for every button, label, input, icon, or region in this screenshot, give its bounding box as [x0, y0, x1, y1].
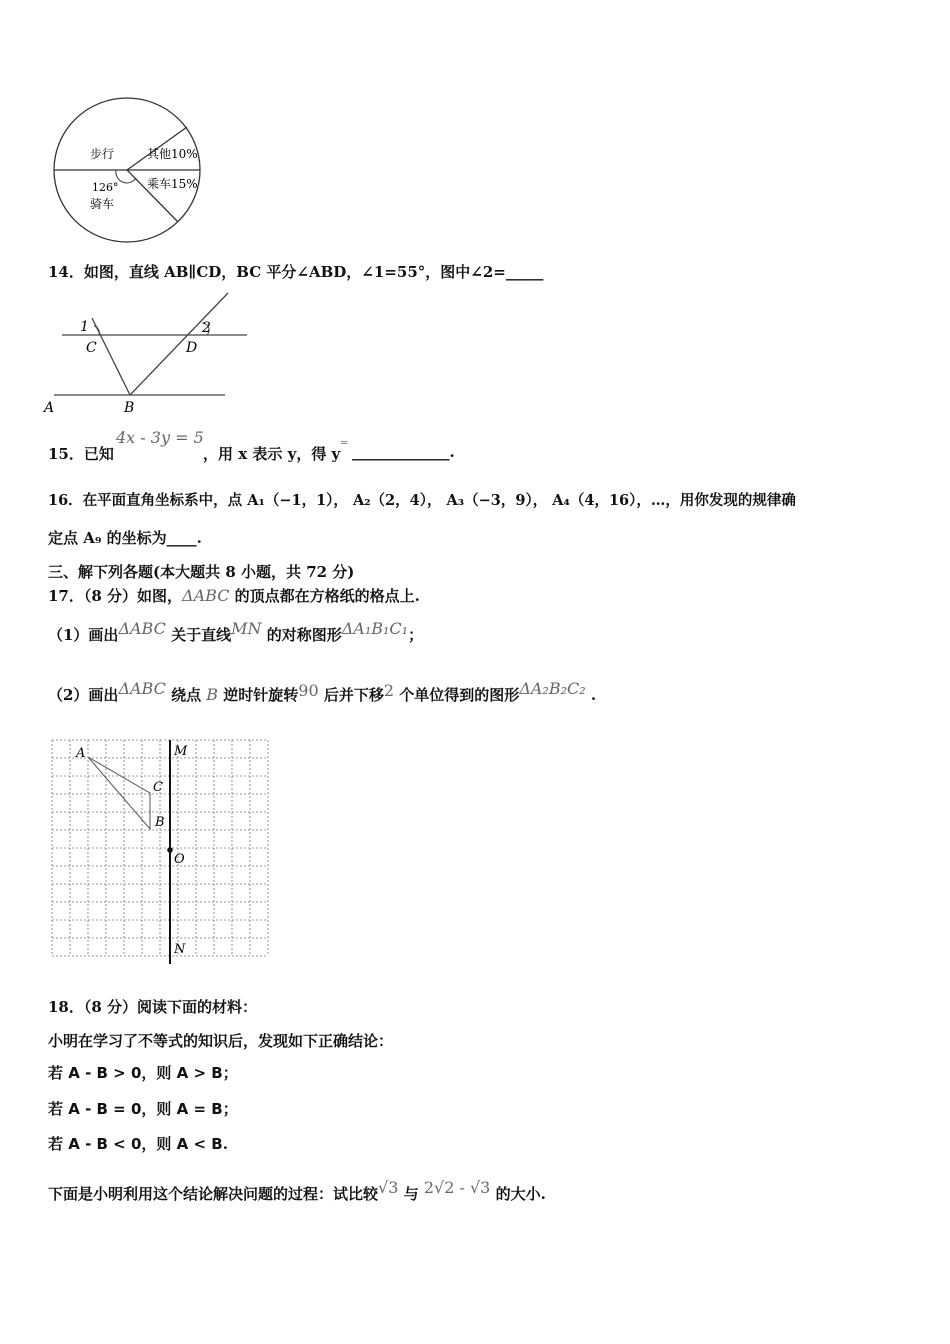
q17-p2-units: 2 [383, 681, 395, 700]
q18-r2-mid: ，则 [141, 1100, 177, 1118]
point-o [167, 847, 173, 853]
q17-p2-triangle: ΔABC [118, 679, 166, 698]
q18-r1-condition: A - B > 0 [68, 1064, 142, 1082]
pie-label-angle: 126° [92, 181, 119, 194]
grid-label-n: N [174, 942, 186, 957]
q18-r1-mid: ，则 [141, 1064, 177, 1082]
q17-p1-end: ； [408, 626, 424, 644]
q18-lead: 小明在学习了不等式的知识后，发现如下正确结论： [48, 1032, 394, 1050]
q17-p2-text-around: 绕点 [165, 686, 207, 704]
q17-p1-text-figure: 的对称图形 [261, 626, 342, 644]
question-18-title: 18．（8 分）阅读下面的材料： [48, 998, 258, 1016]
q17-p2-prefix: （2）画出 [48, 686, 119, 704]
q17-p1-result: ΔA₁B₁C₁ [341, 619, 409, 638]
q17-p2-result: ΔA₂B₂C₂ [519, 679, 586, 698]
question-17-part-2 [48, 679, 597, 705]
q17-p2-degrees: 90 [298, 681, 319, 700]
q18-final-line [48, 1178, 546, 1204]
q18-sqrt3: √3 [378, 1178, 399, 1197]
question-17-intro [48, 585, 420, 606]
question-15-number: 15．已知 [48, 445, 114, 463]
q17-intro-rest: 的顶点都在方格纸的格点上. [229, 587, 420, 605]
q18-r1-pre: 若 [48, 1064, 69, 1082]
q18-r2-end: ； [222, 1100, 238, 1118]
label-1: 1 [80, 319, 89, 335]
q17-p2-text-figure: 个单位得到的图形 [394, 686, 520, 704]
q18-rule-1 [48, 1062, 238, 1083]
question-16-line2: 定点 A₉ 的坐标为____. [48, 529, 202, 547]
q15-answer-blank: _____________. [352, 443, 455, 461]
q18-r3-pre: 若 [48, 1135, 69, 1153]
angle-1-arc [94, 326, 99, 335]
label-c: C [86, 340, 97, 356]
q17-p2-end: . [585, 686, 597, 704]
question-16-line1: 16．在平面直角坐标系中，点 A₁（−1，1）， A₂（2，4）， A₃（−3，9）， A₄（4，16），…，用你发现的规律确 [48, 492, 796, 509]
q17-p1-line-mn: MN [231, 619, 262, 638]
q18-rule-3 [48, 1133, 228, 1154]
q17-p2-text-down: 后并下移 [318, 686, 384, 704]
q15-equals-small: = [340, 438, 349, 449]
label-d: D [186, 340, 198, 356]
q18-expression: 2√2 - √3 [423, 1178, 491, 1197]
q17-p1-triangle: ΔABC [118, 619, 166, 638]
q18-rule-2 [48, 1098, 238, 1119]
q18-r1-result: A > B [176, 1064, 223, 1082]
q17-p1-text-line: 关于直线 [165, 626, 232, 644]
q18-final-text: 下面是小明利用这个结论解决问题的过程：试比较 [48, 1185, 379, 1203]
label-b: B [124, 400, 135, 416]
q15-equation: 4x - 3y = 5 [116, 428, 204, 447]
question-17-part-1 [48, 619, 424, 645]
q17-p2-text-rotate: 逆时针旋转 [218, 686, 299, 704]
label-2: 2 [202, 320, 211, 336]
pie-label-walk: 步行 [90, 147, 115, 161]
grid-lines [52, 740, 268, 956]
q18-r3-condition: A - B < 0 [68, 1135, 142, 1153]
section-3-heading: 三、解下列各题(本大题共 8 小题，共 72 分) [48, 563, 355, 581]
triangle-abc [88, 757, 150, 829]
grid-figure [48, 738, 270, 966]
label-a: A [44, 400, 55, 416]
q17-triangle-abc: ΔABC [182, 586, 230, 605]
q18-r2-pre: 若 [48, 1100, 69, 1118]
q18-r3-mid: ，则 [141, 1135, 177, 1153]
grid-label-m: M [174, 744, 188, 759]
pie-label-other: 其他10% [147, 147, 198, 161]
q18-r3-end: . [222, 1135, 228, 1153]
grid-label-o: O [174, 852, 185, 867]
grid-label-a: A [76, 746, 86, 761]
q18-r1-end: ； [222, 1064, 238, 1082]
q17-p2-point-b: B [206, 685, 219, 704]
grid-label-b: B [155, 815, 165, 830]
parallel-lines-figure [42, 290, 257, 418]
q17-number: 17．（8 分）如图， [48, 587, 183, 605]
pie-label-ride-bus: 乘车15% [147, 177, 198, 191]
line-bd [130, 293, 228, 395]
q18-r2-condition: A - B = 0 [68, 1100, 142, 1118]
q18-with: 与 [398, 1185, 424, 1203]
question-14-text: 14．如图，直线 AB∥CD，BC 平分∠ABD，∠1=55°，图中∠2=_____ [48, 263, 544, 281]
q17-p1-prefix: （1）画出 [48, 626, 119, 644]
pie-label-bike: 骑车 [90, 197, 115, 211]
line-bc [92, 318, 130, 395]
q18-final-end: 的大小. [490, 1185, 546, 1203]
q18-r3-result: A < B [176, 1135, 223, 1153]
pie-chart-figure [50, 96, 210, 246]
q18-r2-result: A = B [176, 1100, 223, 1118]
grid-label-c: C [153, 780, 163, 795]
q15-text: ，用 x 表示 y，得 y [203, 445, 341, 463]
